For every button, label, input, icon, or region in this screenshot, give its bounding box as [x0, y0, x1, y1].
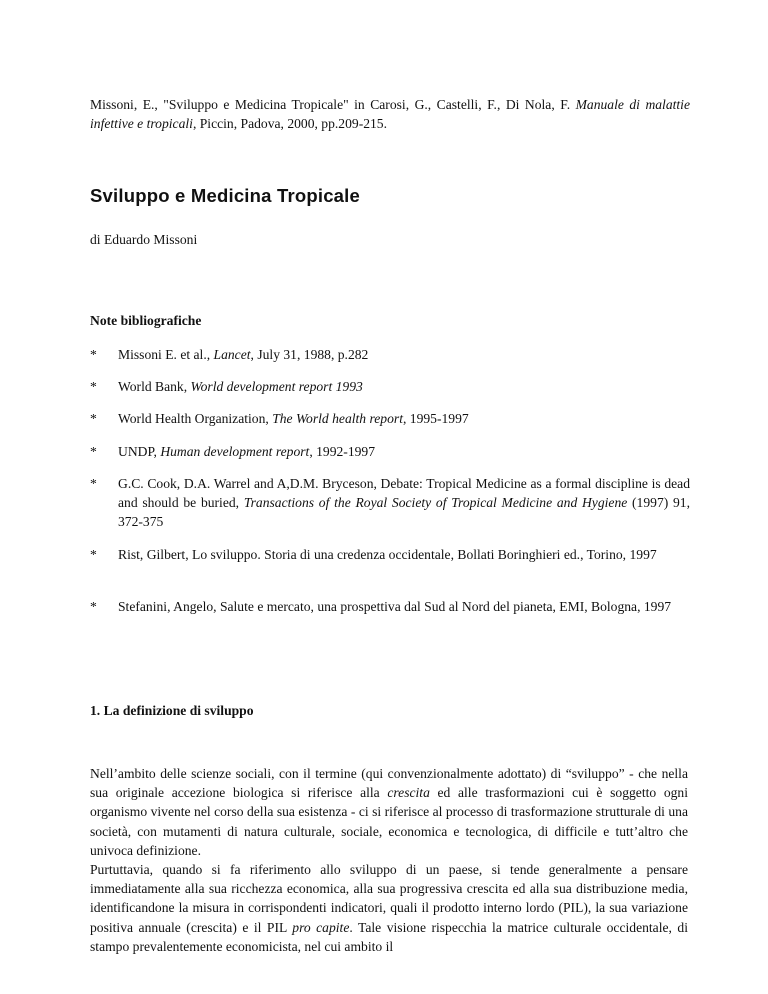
bib-italic: Transactions of the Royal Society of Tropical Medicine and Hygiene	[243, 495, 628, 510]
bib-text: G.C. Cook, D.A. Warrel and A,D.M. Bryceson, Debate: Tropical Medicine as a formal discipline is dead and should be buried,	[118, 476, 690, 510]
bib-italic: World development report 1993	[190, 379, 363, 394]
bib-text: (1997) 91, 372-375	[118, 495, 690, 529]
bullet-star: *	[90, 444, 97, 459]
paragraph-italic: crescita	[387, 785, 430, 801]
paragraph-text: Purtuttavia, quando si fa riferimento allo sviluppo di un paese, si tende generalmente a pensare immediatamente alla sua ricchezza economica, alla sua progressiva crescita ed alla sua distribuzione media, identificandone la misura in corrispondenti indicatori, quali il prodotto interno lordo (PIL), la sua variazione positiva annuale (crescita) e il PIL	[90, 862, 688, 935]
bibliography-item	[90, 442, 690, 461]
bib-italic: Lancet	[213, 347, 251, 362]
citation-book-title: Manuale di malattie infettive e tropicali	[90, 97, 690, 131]
bib-italic: The World health report	[272, 411, 403, 426]
paragraph-text: ed alle trasformazioni cui è soggetto ogni organismo vivente nel corso della sua esistenza - ci si riferisce al processo di trasformazione strutturale di una società, con mutamenti di natura culturale, sociale, economica e tecnologica, di difficile e tutt’altro che univoca definizione.	[90, 785, 688, 858]
bibliography-item	[90, 345, 690, 364]
bullet-star: *	[90, 347, 97, 362]
paragraph	[90, 764, 688, 860]
author-line: di Eduardo Missoni	[90, 232, 198, 247]
document-title: Sviluppo e Medicina Tropicale	[90, 185, 361, 206]
bullet-star: *	[90, 476, 97, 491]
bibliography-item	[90, 474, 690, 531]
bib-text: , July 31, 1988, p.282	[250, 347, 369, 362]
citation-authors: Missoni, E., "Sviluppo e Medicina Tropicale" in Carosi, G., Castelli, F., Di Nola, F.	[90, 97, 576, 112]
bib-text: , 1992-1997	[309, 444, 376, 459]
bib-italic: Human development report	[160, 444, 310, 459]
bibliography-item	[90, 409, 690, 428]
bullet-star: *	[90, 547, 97, 562]
paragraph-italic: pro capite	[292, 919, 350, 935]
bib-text: Stefanini, Angelo, Salute e mercato, una prospettiva dal Sud al Nord del pianeta, EMI, Bologna, 1997	[118, 599, 672, 614]
paragraph-text: . Tale visione rispecchia la matrice culturale occidentale, di stampo prevalentemente economicista, nel cui ambito il	[90, 919, 688, 954]
bibliography-item	[90, 377, 690, 396]
bullet-star: *	[90, 411, 97, 426]
paragraph	[90, 860, 688, 956]
bib-text: World Health Organization,	[118, 411, 273, 426]
citation-publisher: , Piccin, Padova, 2000, pp.209-215.	[192, 116, 388, 131]
citation	[90, 95, 690, 133]
bib-text: Missoni E. et al.,	[118, 347, 214, 362]
bib-text: , 1995-1997	[402, 411, 469, 426]
bibliography-heading: Note bibliografiche	[90, 313, 202, 328]
bib-text: Rist, Gilbert, Lo sviluppo. Storia di una credenza occidentale, Bollati Boringhieri ed., Torino, 1997	[118, 547, 657, 562]
section-heading: 1. La definizione di sviluppo	[90, 703, 254, 718]
bullet-star: *	[90, 599, 97, 614]
body-text	[90, 764, 688, 956]
bibliography-item	[90, 597, 690, 616]
bib-text: UNDP,	[118, 444, 161, 459]
bullet-star: *	[90, 379, 97, 394]
bib-text: World Bank,	[118, 379, 191, 394]
bibliography-item	[90, 545, 690, 564]
paragraph-text: Nell’ambito delle scienze sociali, con il termine (qui convenzionalmente adottato) di “sviluppo” - che nella sua originale accezione biologica si riferisce alla	[90, 766, 688, 801]
